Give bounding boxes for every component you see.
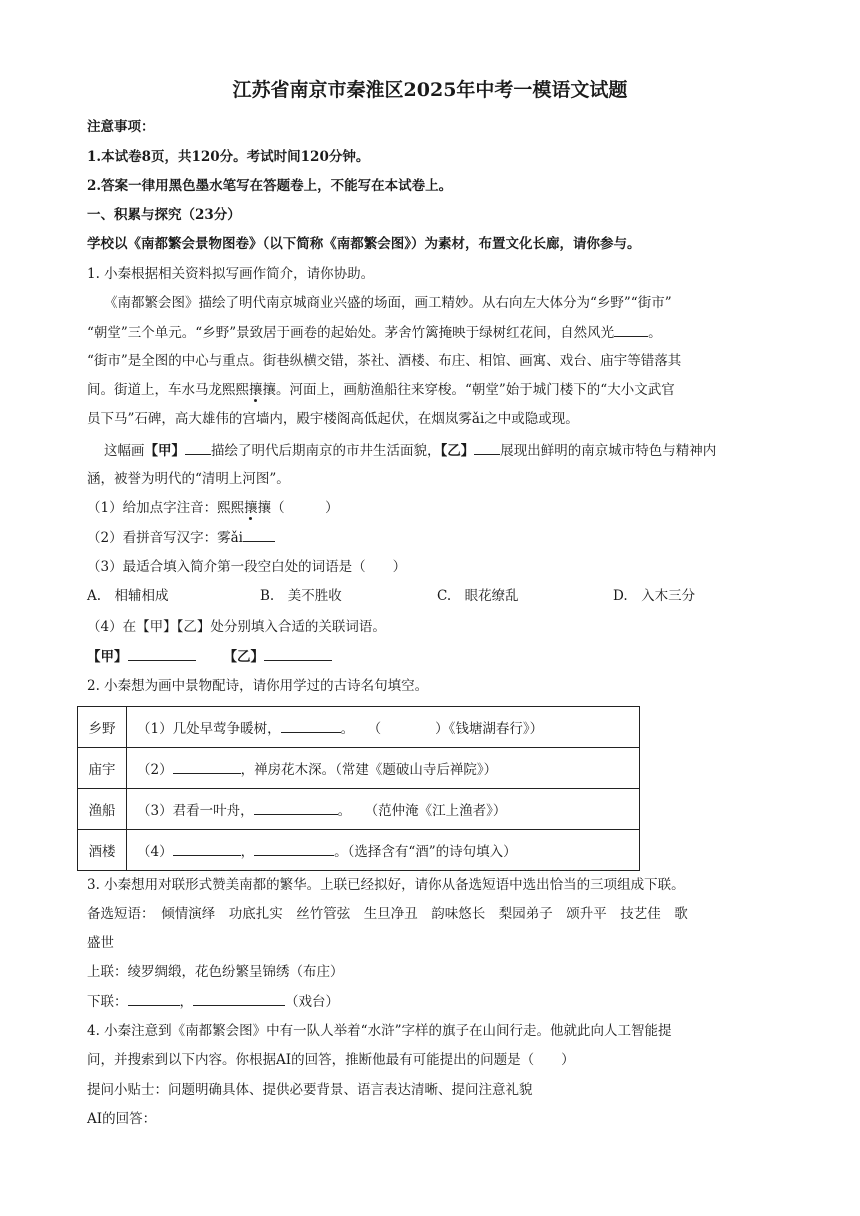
- page-title: 江苏省南京市秦淮区2025年中考一模语文试题: [232, 79, 628, 101]
- fill-blank: [254, 800, 338, 815]
- table-row: [78, 748, 640, 789]
- poem-table: [77, 706, 640, 871]
- notice-heading: 注意事项：: [87, 119, 155, 135]
- row-content: （4） ， 。（选择含有“酒”的诗句填入）: [127, 830, 640, 871]
- table-row: [78, 789, 640, 830]
- q1-passage2-line-1: 这幅画【甲】 描绘了明代后期南京的市井生活面貌，【乙】 展现出鲜明的南京城市特色与精神内: [104, 440, 716, 461]
- fill-blank: [243, 527, 275, 542]
- q1-sub-1: （1）给加点字注音：熙熙攘攘（ ）: [87, 500, 339, 516]
- section-1-heading: 一、积累与探究（23分）: [87, 207, 241, 223]
- row-key: 酒楼: [78, 830, 127, 871]
- q4-tip: 提问小贴士：问题明确具体、提供必要背景、语言表达清晰、提问注意礼貌: [87, 1082, 533, 1098]
- row-content: （3）君看一叶舟， 。 （范仲淹《江上渔者》）: [127, 789, 640, 830]
- row-content: （1）几处早莺争暖树， 。 （ ）《钱塘湖春行》）: [127, 707, 640, 748]
- row-key: 渔船: [78, 789, 127, 830]
- fill-blank: [128, 646, 196, 661]
- marker-jia: 【甲】: [144, 443, 185, 459]
- option-d: D. 入木三分: [613, 588, 696, 604]
- q1-stem: 1. 小秦根据相关资料拟写画作简介，请你协助。: [87, 266, 375, 282]
- q1-passage-line-5: 员下马”石碑，高大雄伟的宫墙内，殿宇楼阁高低起伏，在烟岚雾ǎi之中或隐或现。: [87, 411, 579, 427]
- q1-passage-line-3: “街市”是全图的中心与重点。街巷纵横交错，茶社、酒楼、布庄、相馆、画寓、戏台、庙宇等错落其: [87, 353, 682, 369]
- fill-blank: [614, 322, 648, 337]
- fill-blank: [185, 440, 211, 455]
- option-b: B. 美不胜收: [260, 588, 342, 604]
- table-row: [78, 830, 640, 871]
- q4-ai-answer-label: AI的回答：: [87, 1111, 157, 1127]
- q4-stem-line-2: 问，并搜索到以下内容。你根据AI的回答，推断他最有可能提出的问题是（ ）: [87, 1052, 575, 1068]
- fill-blank: [254, 841, 334, 856]
- fill-blank: [173, 759, 241, 774]
- row-key: 乡野: [78, 707, 127, 748]
- q1-sub-3: （3）最适合填入简介第一段空白处的词语是（ ）: [87, 559, 407, 575]
- fill-blank: [264, 646, 332, 661]
- q3-options-line-2: 盛世: [87, 935, 114, 951]
- option-c: C. 眼花缭乱: [437, 588, 519, 604]
- q3-upper-couplet: 上联：绫罗绸缎，花色纷繁呈锦绣（布庄）: [87, 964, 344, 980]
- dotted-character: 攘: [244, 500, 258, 516]
- q1-options: [87, 586, 787, 606]
- fill-blank: [128, 991, 180, 1006]
- q1-passage2-line-2: 涵，被誉为明代的“清明上河图”。: [87, 471, 290, 487]
- option-a: A. 相辅相成: [87, 588, 169, 604]
- q1-sub-4: （4）在【甲】【乙】处分别填入合适的关联词语。: [87, 619, 386, 635]
- row-content: （2） ，禅房花木深。（常建《题破山寺后禅院》）: [127, 748, 640, 789]
- q4-stem-line-1: 4. 小秦注意到《南都繁会图》中有一队人举着“水浒”字样的旗子在山间行走。他就此向人工智能提: [87, 1023, 672, 1039]
- q1-passage-line-2: “朝堂”三个单元。“乡野”景致居于画卷的起始处。茅舍竹篱掩映于绿树红花间，自然风光 。: [87, 322, 662, 343]
- notice-item-1: 1.本试卷8页，共120分。考试时间120分钟。: [87, 149, 370, 165]
- q2-stem: 2. 小秦想为画中景物配诗，请你用学过的古诗名句填空。: [87, 678, 429, 694]
- fill-blank: [193, 991, 285, 1006]
- table-row: [78, 707, 640, 748]
- q3-stem: 3. 小秦想用对联形式赞美南都的繁华。上联已经拟好，请你从备选短语中选出恰当的三项组成下联。: [87, 877, 685, 893]
- notice-item-2: 2.答案一律用黑色墨水笔写在答题卷上，不能写在本试卷上。: [87, 178, 453, 194]
- fill-blank: [281, 718, 341, 733]
- fill-blank: [474, 440, 500, 455]
- q1-passage-line-1: 《南都繁会图》描绘了明代南京城商业兴盛的场面，画工精妙。从右向左大体分为“乡野”“街市”: [104, 295, 672, 311]
- fill-blank: [173, 841, 241, 856]
- q1-passage-line-4: 间。街道上，车水马龙熙熙攘攘。河面上，画舫渔船往来穿梭。“朝堂”始于城门楼下的“大小文武官: [87, 382, 675, 398]
- dotted-character: 攘: [249, 382, 263, 398]
- row-key: 庙宇: [78, 748, 127, 789]
- q3-lower-couplet: 下联： ， （戏台）: [87, 991, 339, 1012]
- section-1-intro: 学校以《南都繁会景物图卷》（以下简称《南都繁会图》）为素材，布置文化长廊，请你参与。: [87, 236, 641, 252]
- q3-options-line-1: 备选短语： 倾情演绎 功底扎实 丝竹管弦 生旦净丑 韵味悠长 梨园弟子 颂升平 技艺佳 歌: [87, 906, 688, 922]
- marker-yi: 【乙】: [440, 443, 475, 459]
- q1-answer-line: 【甲】 【乙】: [87, 646, 332, 667]
- q1-sub-2: （2）看拼音写汉字：雾ǎi: [87, 527, 275, 548]
